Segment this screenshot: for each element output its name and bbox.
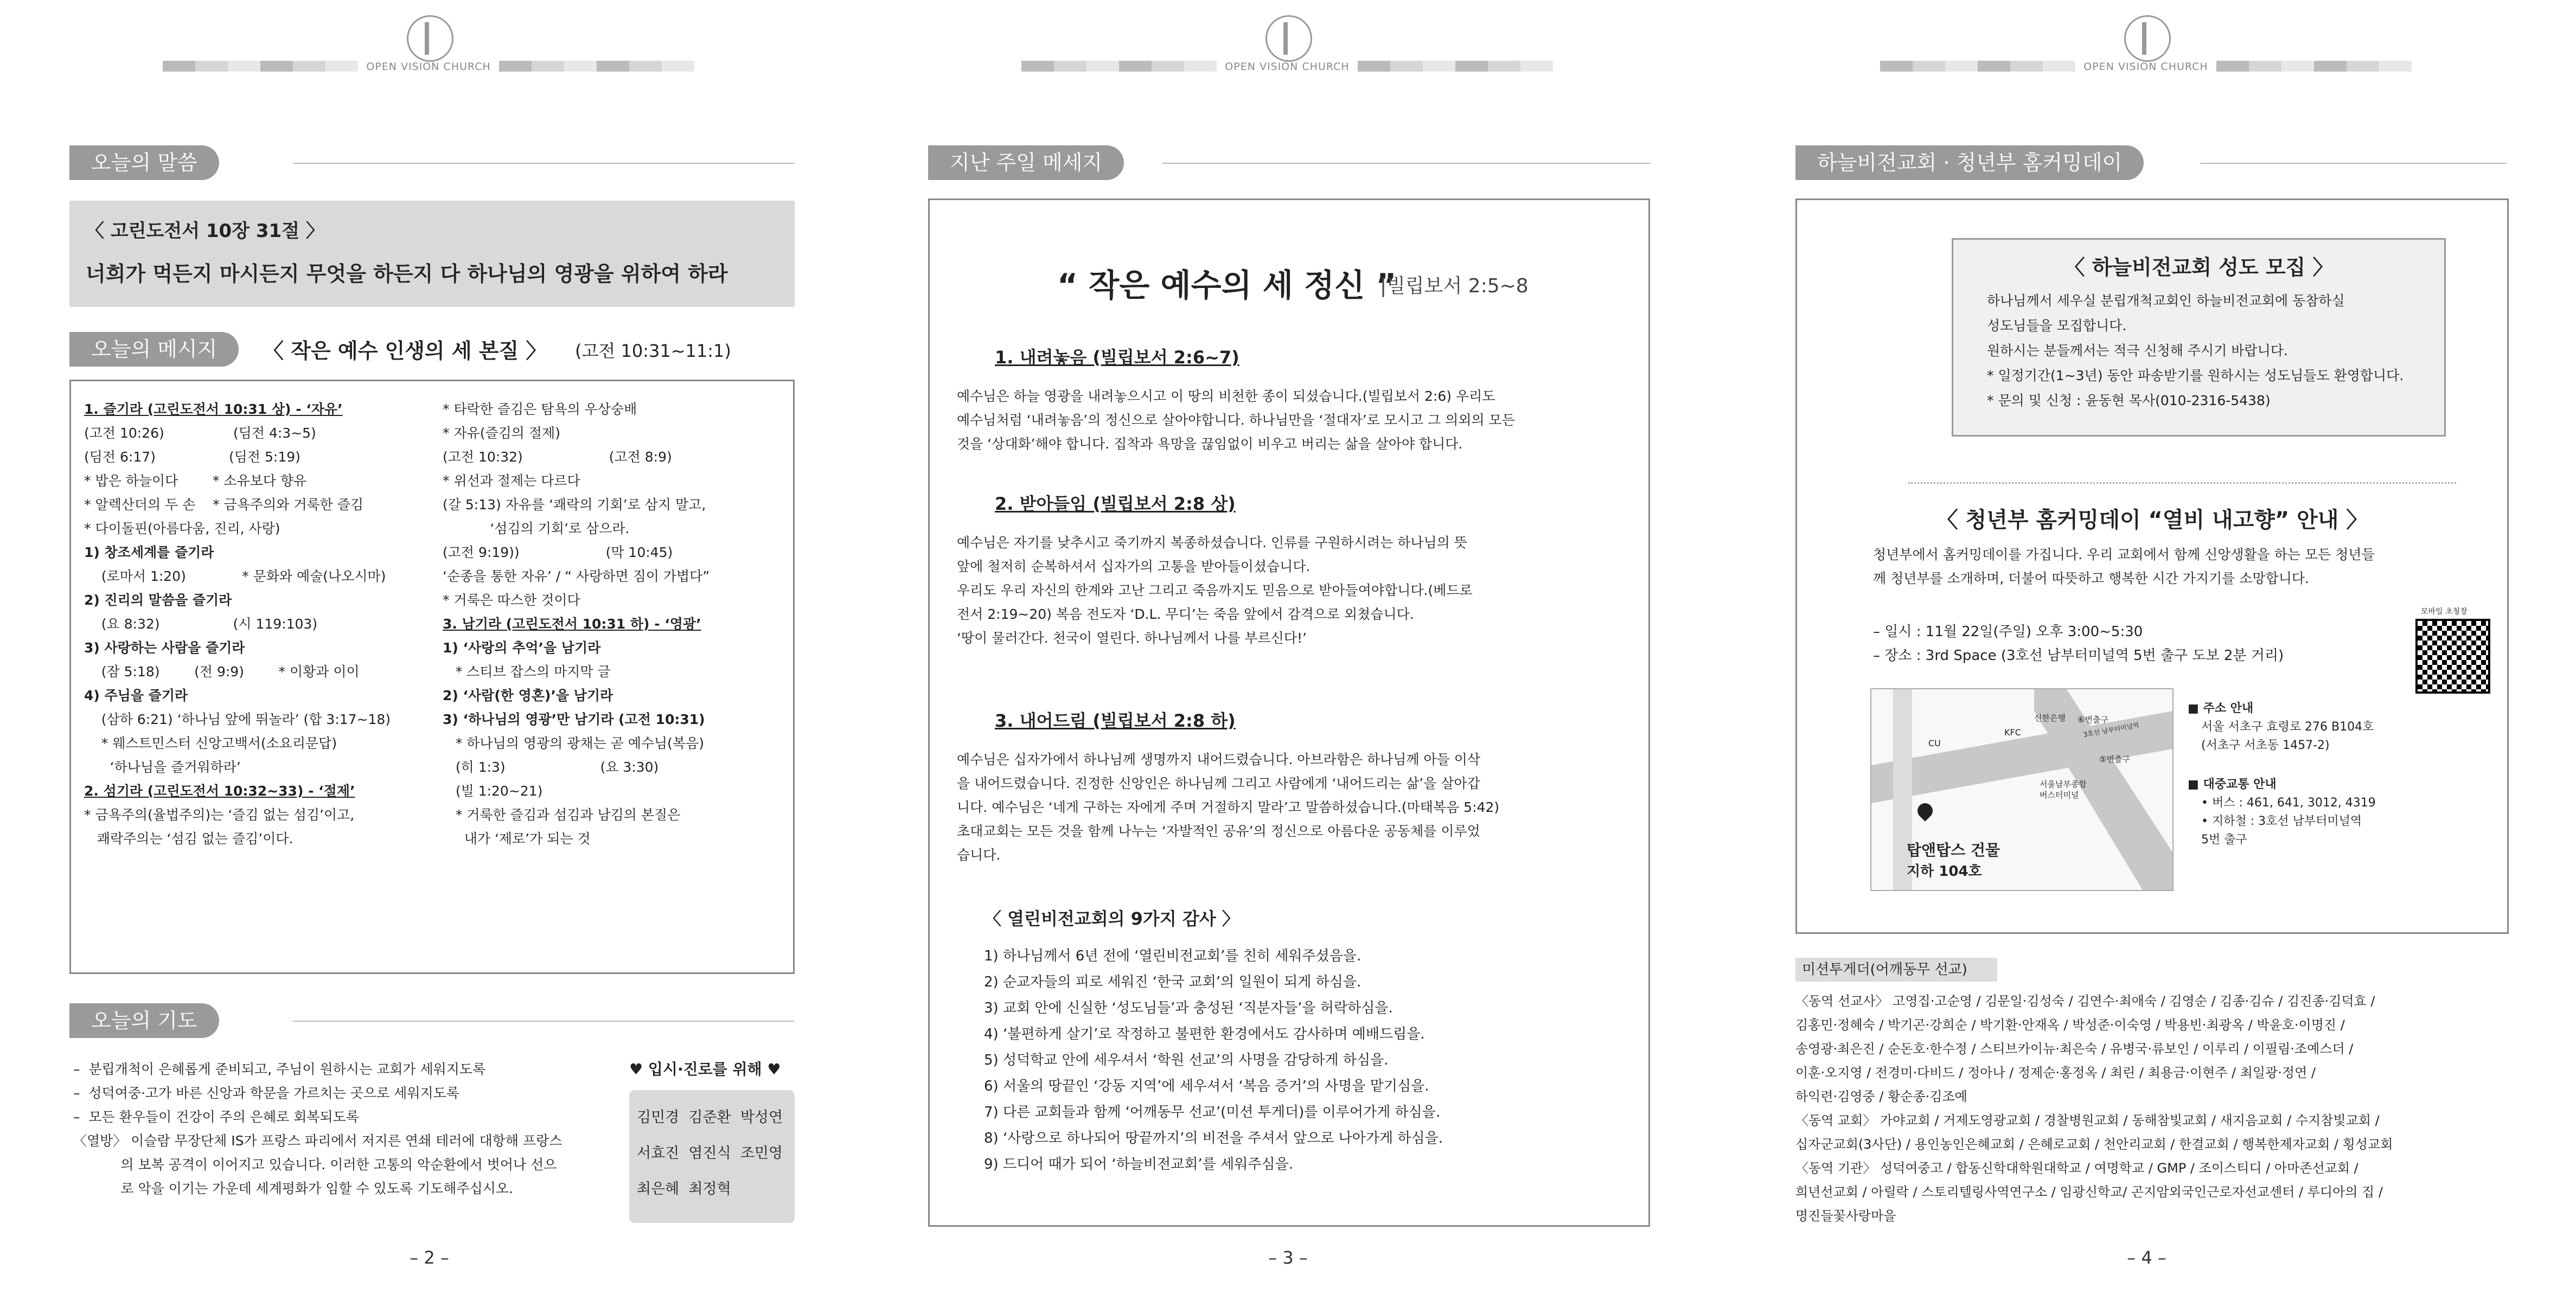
recruit-box — [1952, 238, 2446, 437]
sermon-line: 을 내어드렸습니다. 진정한 신앙인은 하나님께 그리고 사람에게 ‘내어드리는 삶’을 살아갑 — [957, 776, 1480, 791]
thanks-item: 2) 순교자들의 피로 세워진 ‘한국 교회’의 일원이 되게 하심을. — [984, 974, 1361, 990]
mission-line: 이훈·오지영 / 전경미·다비드 / 정아나 / 정제순·홍정옥 / 최린 / 최용금·이현주 / 최일광·정연 / — [1795, 1065, 2316, 1080]
sermon-line: 우리도 우리 자신의 한계와 고난 그리고 죽음까지도 믿음으로 받아들여야합니다.(베드로 — [957, 582, 1473, 598]
transit-lines — [2201, 794, 2376, 849]
section-label-prayer: 오늘의 기도 — [69, 1003, 219, 1038]
thanks-list — [984, 943, 1443, 1177]
message-line: (고전 10:26) (딤전 4:3~5) — [84, 425, 316, 441]
message-line: ‘순종을 통한 자유’ / “ 사랑하면 짐이 가볍다” — [443, 568, 710, 584]
message-title: 〈 작은 예수 인생의 세 본질 〉 — [263, 339, 547, 363]
address-line: (서초구 서초동 1457-2) — [2201, 739, 2330, 752]
message-line: * 스티브 잡스의 마지막 글 — [443, 664, 611, 680]
mission-line: 〈동역 선교사〉 고영집·고순영 / 김문일·김성숙 / 김연수·최애숙 / 김영순 / 김종·김슈 / 김진종·김덕효 / — [1795, 994, 2375, 1009]
qr-code-icon[interactable] — [2415, 619, 2490, 694]
dotted-divider — [1908, 482, 2456, 484]
page-4 — [1717, 0, 2576, 1294]
map-label-bank: 신한은행 — [2034, 713, 2066, 723]
message-line: 내가 ‘제로’가 되는 것 — [443, 831, 591, 847]
sermon-section-3-heading: 3. 내어드림 (빌립보서 2:8 하) — [995, 710, 1236, 731]
page-number: – 4 – — [2127, 1247, 2166, 1268]
entrance-names-row: 최은혜 최정혁 — [637, 1181, 731, 1197]
map-label-road: 3호선 남부터미널역 — [2082, 721, 2140, 739]
message-line: * 자유(즐김의 절제) — [443, 425, 560, 441]
recruit-line: 성도님들을 모집합니다. — [1987, 318, 2127, 334]
homecoming-line: 께 청년부를 소개하며, 더불어 따뜻하고 행복한 시간 가지기를 소망합니다. — [1873, 571, 2309, 586]
page-3 — [859, 0, 1717, 1294]
thanks-item: 8) ‘사랑으로 하나되어 땅끝까지’의 비전을 주셔서 앞으로 나아가게 하심을. — [984, 1130, 1443, 1146]
header-bar — [499, 61, 694, 72]
entrance-names-box — [629, 1090, 795, 1223]
message-line: ‘하나님을 즐거워하라’ — [84, 759, 241, 775]
map-building-name: 탑앤탑스 건물 — [1907, 841, 2000, 859]
homecoming-place: – 장소 : 3rd Space (3호선 남부터미널역 5번 출구 도보 2분 거리) — [1873, 648, 2284, 664]
message-line: 2) ‘사람(한 영혼)’을 남기라 — [443, 688, 613, 703]
sermon-title: “ 작은 예수의 세 정신 ” — [1057, 267, 1397, 304]
recruit-line: * 일정기간(1~3년) 동안 파송받기를 원하시는 성도님들도 환영합니다. — [1987, 368, 2404, 383]
thanks-heading: 〈 열린비전교회의 9가지 감사 〉 — [984, 908, 1239, 929]
section-label-last-message: 지난 주일 메세지 — [928, 145, 1124, 180]
page-header — [1880, 15, 2412, 80]
homecoming-title: 〈 청년부 홈커밍데이 “열비 내고향” 안내 〉 — [1936, 508, 2368, 533]
message-line: (딤전 6:17) (딤전 5:19) — [84, 449, 301, 465]
homecoming-body — [1873, 543, 2375, 591]
sermon-line: 니다. 예수님은 ‘네게 구하는 자에게 주며 거절하지 말라’고 말씀하셨습니다.(마태복음 5:42) — [957, 799, 1500, 815]
page-number: – 3 – — [1268, 1247, 1308, 1268]
map-building-room: 지하 104호 — [1907, 863, 1982, 880]
thanks-item: 4) ‘불편하게 살기’로 작정하고 불편한 환경에서도 감사하며 예배드림을. — [984, 1026, 1425, 1042]
divider — [293, 1021, 795, 1022]
entrance-names-row: 서효진 염진식 조민영 — [637, 1145, 783, 1162]
prayer-item: – 분립개척이 은혜롭게 준비되고, 주님이 원하시는 교회가 세워지도록 — [73, 1061, 486, 1077]
header-bar — [1021, 61, 1217, 72]
recruit-line: 하나님께서 세우실 분립개척교회인 하늘비전교회에 동참하실 — [1987, 293, 2345, 309]
sermon-line: 앞에 철저히 순복하셔서 십자가의 고통을 받아들이셨습니다. — [957, 559, 1311, 574]
sermon-line: 습니다. — [957, 847, 1001, 863]
sermon-line: 전서 2:19~20) 복음 전도자 ‘D.L. 무디’는 죽음 앞에서 감격으로 외쳤습니다. — [957, 606, 1414, 622]
message-line: * 알렉산더의 두 손 * 금욕주의와 거룩한 즐김 — [84, 497, 364, 513]
page-header — [163, 15, 694, 80]
sermon-line: 예수님은 하늘 영광을 내려놓으시고 이 땅의 비천한 종이 되셨습니다.(빌립보서 2:6) 우리도 — [957, 388, 1495, 404]
mission-line: 하익련·김영중 / 황순종·김조예 — [1795, 1089, 1967, 1104]
message-line: (빌 1:20~21) — [443, 783, 543, 799]
message-line: 1. 즐기라 (고린도전서 10:31 상) - ‘자유’ — [84, 401, 343, 417]
verse-box — [69, 201, 795, 307]
sermon-line: 예수님은 십자가에서 하나님께 생명까지 내어드렸습니다. 아브라함은 하나님께 아들 이삭 — [957, 752, 1481, 767]
mission-line: 〈동역 기관〉 성덕여중고 / 합동신학대학원대학교 / 여명학교 / GMP / 조이스티디 / 아마존선교회 / — [1795, 1161, 2358, 1176]
map-label-exit-5: ⑤번출구 — [2099, 754, 2130, 764]
church-name: OPEN VISION CHURCH — [2083, 61, 2208, 73]
prayer-item: – 성덕여중·고가 바른 신앙과 학문을 가르치는 곳으로 세워지도록 — [73, 1085, 459, 1101]
section-label-message: 오늘의 메시지 — [69, 332, 239, 367]
qr-label: 모바일 초청장 — [2421, 607, 2468, 616]
thanks-item: 5) 성덕학교 안에 세우셔서 ‘학원 선교’의 사명을 감당하게 하심을. — [984, 1052, 1389, 1068]
divider — [1162, 163, 1651, 164]
events-box — [1795, 198, 2509, 934]
message-line: 2. 섬기라 (고린도전서 10:32~33) - ‘절제’ — [84, 783, 355, 799]
mission-line: 김홍민·정혜숙 / 박기곤·강희순 / 박기환·안재옥 / 박성준·이숙영 / 박용빈·최광옥 / 박윤호·이명진 / — [1795, 1017, 2345, 1033]
church-logo-icon — [2124, 15, 2171, 62]
message-left-column — [84, 398, 391, 851]
location-map[interactable] — [1870, 688, 2174, 891]
mission-line: 명진들꽃사랑마을 — [1795, 1208, 1896, 1223]
mission-line: 십자군교회(3사단) / 용인농인은혜교회 / 은혜로교회 / 천안리교회 / 한결교회 / 행복한제자교회 / 횡성교회 — [1795, 1137, 2393, 1152]
homecoming-line: 청년부에서 홈커밍데이를 가집니다. 우리 교회에서 함께 신앙생활을 하는 모든 청년들 — [1873, 547, 2375, 562]
sermon-line: 것을 ‘상대화’해야 합니다. 집착과 욕망을 끊임없이 비우고 버리는 삶을 살아야 합니다. — [957, 436, 1463, 452]
sermon-section-1 — [957, 385, 1515, 456]
divider — [2200, 163, 2507, 164]
transit-line: • 버스 : 461, 641, 3012, 4319 — [2201, 796, 2376, 810]
message-line: (고전 9:19)) (막 10:45) — [443, 544, 673, 560]
entrance-names-row: 김민경 김준환 박성연 — [637, 1109, 783, 1126]
sermon-ref: |빌립보서 2:5~8 — [1380, 275, 1529, 297]
map-label-kfc: KFC — [2004, 727, 2021, 738]
message-line: (히 1:3) (요 3:30) — [443, 759, 659, 775]
message-line: (삼하 6:21) ‘하나님 앞에 뛰놀라’ (합 3:17~18) — [84, 712, 391, 727]
map-label-terminal: 서울남부종합 버스터미널 — [2040, 779, 2087, 800]
message-line: (갈 5:13) 자유를 ‘쾌락의 기회’로 삼지 말고, — [443, 497, 706, 513]
message-line: 1) 창조세계를 즐기라 — [84, 544, 214, 560]
header-bar — [1358, 61, 1553, 72]
church-name: OPEN VISION CHURCH — [1225, 61, 1350, 73]
sermon-section-1-heading: 1. 내려놓음 (빌립보서 2:6~7) — [995, 347, 1239, 368]
recruit-title: 〈 하늘비전교회 성도 모집 〉 — [2064, 255, 2334, 279]
prayer-item: 로 악을 이기는 가운데 세계평화가 임할 수 있도록 기도해주십시오. — [73, 1181, 513, 1196]
message-line: 2) 진리의 말씀을 즐기라 — [84, 592, 232, 608]
divider — [293, 163, 795, 164]
message-line: 쾌락주의는 ‘섬김 없는 즐김’이다. — [84, 831, 293, 847]
entrance-names — [637, 1100, 783, 1207]
sermon-line: 초대교회는 모든 것을 함께 나누는 ‘자발적인 공유’의 정신으로 아름다운 공동체를 이루었 — [957, 823, 1480, 839]
recruit-line: 원하시는 분들께서는 적극 신청해 주시기 바랍니다. — [1987, 343, 2288, 358]
sermon-section-3 — [957, 748, 1499, 867]
thanks-item: 6) 서울의 땅끝인 ‘강동 지역’에 세우셔서 ‘복음 증거’의 사명을 맡기심을. — [984, 1078, 1429, 1094]
mission-label: 미션투게더(어깨동무 선교) — [1795, 958, 1997, 982]
church-name: OPEN VISION CHURCH — [366, 61, 491, 73]
sermon-box — [928, 198, 1650, 1227]
prayer-item: 의 보복 공격이 이어지고 있습니다. 이러한 고통의 악순환에서 벗어나 선으 — [73, 1157, 557, 1173]
message-line: * 타락한 즐김은 탐욕의 우상숭배 — [443, 401, 637, 417]
mission-line: 송영광·최은진 / 순돈호·한수정 / 스티브카이뉴·최은숙 / 유병국·류보인 / 이루리 / 이필림·조예스더 / — [1795, 1041, 2354, 1056]
recruit-line: * 문의 및 신청 : 윤동현 목사(010-2316-5438) — [1987, 393, 2271, 408]
sermon-line: ‘땅이 물러간다. 천국이 열린다. 하나님께서 나를 부르신다!’ — [957, 630, 1307, 646]
transit-heading: ■ 대중교통 안내 — [2188, 778, 2277, 791]
entrance-title: ♥ 입시·진로를 위해 ♥ — [629, 1060, 781, 1078]
transit-line: 5번 출구 — [2201, 833, 2247, 847]
prayer-item: 〈열방〉 이슬람 무장단체 IS가 프랑스 파리에서 저지른 연쇄 테러에 대항해 프랑스 — [73, 1133, 562, 1149]
header-bar — [1880, 61, 2075, 72]
sermon-section-2-heading: 2. 받아들임 (빌립보서 2:8 상) — [995, 494, 1236, 514]
message-line: * 거룩은 따스한 것이다 — [443, 592, 580, 608]
address-heading: ■ 주소 안내 — [2188, 702, 2254, 715]
prayer-item: – 모든 환우들이 건강이 주의 은혜로 회복되도록 — [73, 1109, 359, 1125]
sermon-line: 예수님처럼 ‘내려놓음’의 정신으로 살아야합니다. 하나님만을 ‘절대자’로 모시고 그 의외의 모든 — [957, 412, 1515, 428]
thanks-item: 1) 하나님께서 6년 전에 ‘열린비전교회’를 친히 세워주셨음을. — [984, 948, 1361, 964]
sermon-line: 예수님은 자기를 낮추시고 죽기까지 복종하셨습니다. 인류를 구원하시려는 하나님의 뜻 — [957, 535, 1467, 550]
message-line: * 하나님의 영광의 광채는 곧 예수님(복음) — [443, 735, 704, 751]
thanks-item: 9) 드디어 때가 되어 ‘하늘비전교회’를 세워주심을. — [984, 1156, 1294, 1173]
message-line: ‘섬김의 기회’로 삼으라. — [443, 521, 630, 536]
message-line: 3. 남기라 (고린도전서 10:31 하) - ‘영광’ — [443, 616, 701, 632]
message-line: * 거룩한 즐김과 섬김과 남김의 본질은 — [443, 807, 681, 823]
map-label-cu: CU — [1928, 738, 1941, 748]
message-line: (잠 5:18) (전 9:9) * 이황과 이이 — [84, 664, 360, 680]
message-line: * 다이돌핀(아름다움, 진리, 사랑) — [84, 521, 280, 536]
church-logo-icon — [1265, 15, 1312, 62]
message-line: 3) 사랑하는 사람을 즐기라 — [84, 640, 245, 656]
homecoming-date: – 일시 : 11월 22일(주일) 오후 3:00~5:30 — [1873, 624, 2143, 640]
message-line: 3) ‘하나님의 영광’만 남기라 (고전 10:31) — [443, 712, 705, 727]
message-line: 4) 주님을 즐기라 — [84, 688, 188, 703]
church-logo-icon — [407, 15, 453, 62]
verse-text: 너희가 먹든지 마시든지 무엇을 하든지 다 하나님의 영광을 위하여 하라 — [86, 262, 728, 286]
page-header — [1021, 15, 1553, 80]
mission-line: 〈동역 교회〉 가야교회 / 거제도영광교회 / 경찰병원교회 / 동해참빛교회 / 새지음교회 / 수지참빛교회 / — [1795, 1113, 2380, 1128]
address-line: 서울 서초구 효령로 276 B104호 — [2201, 720, 2374, 734]
message-line: * 금욕주의(율법주의)는 ‘즐김 없는 섬김’이고, — [84, 807, 355, 823]
message-line: (로마서 1:20) * 문화와 예술(나오시마) — [84, 568, 386, 584]
sermon-section-2 — [957, 531, 1473, 650]
message-ref: (고전 10:31~11:1) — [575, 341, 731, 361]
page-2 — [0, 0, 859, 1294]
message-line: (요 8:32) (시 119:103) — [84, 616, 318, 632]
message-line: * 밥은 하늘이다 * 소유보다 향유 — [84, 473, 307, 489]
header-bar — [163, 61, 358, 72]
map-label-exit-6: ⑥번출구 — [2078, 715, 2108, 725]
message-line: (고전 10:32) (고전 8:9) — [443, 449, 672, 465]
prayer-list — [73, 1058, 562, 1201]
transit-line: • 지하철 : 3호선 남부터미널역 — [2201, 815, 2362, 828]
section-label-events: 하늘비전교회 · 청년부 홈커밍데이 — [1795, 145, 2144, 180]
message-box — [69, 380, 795, 974]
message-line: * 위선과 절제는 다르다 — [443, 473, 580, 489]
thanks-item: 7) 다른 교회들과 함께 ‘어깨동무 선교’(미션 투게더)를 이루어가게 하심을. — [984, 1104, 1441, 1120]
mission-list — [1795, 989, 2393, 1228]
mission-line: 희년선교회 / 아릴락 / 스토리텔링사역연구소 / 임광신학교/ 곤지암외국인근로자선교센터 / 루디아의 집 / — [1795, 1184, 2383, 1200]
page-number: – 2 – — [410, 1247, 449, 1268]
section-label-word: 오늘의 말씀 — [69, 145, 219, 180]
message-right-column — [443, 398, 709, 851]
thanks-item: 3) 교회 안에 신실한 ‘성도님들’과 충성된 ‘직분자들’을 허락하심을. — [984, 1000, 1393, 1016]
verse-ref: 〈 고린도전서 10장 31절 〉 — [86, 220, 324, 242]
recruit-body — [1987, 289, 2404, 413]
address-lines — [2201, 718, 2374, 755]
header-bar — [2216, 61, 2412, 72]
message-line: * 웨스트민스터 신앙고백서(소요리문답) — [84, 735, 337, 751]
message-line: 1) ‘사랑의 추억’을 남기라 — [443, 640, 601, 656]
